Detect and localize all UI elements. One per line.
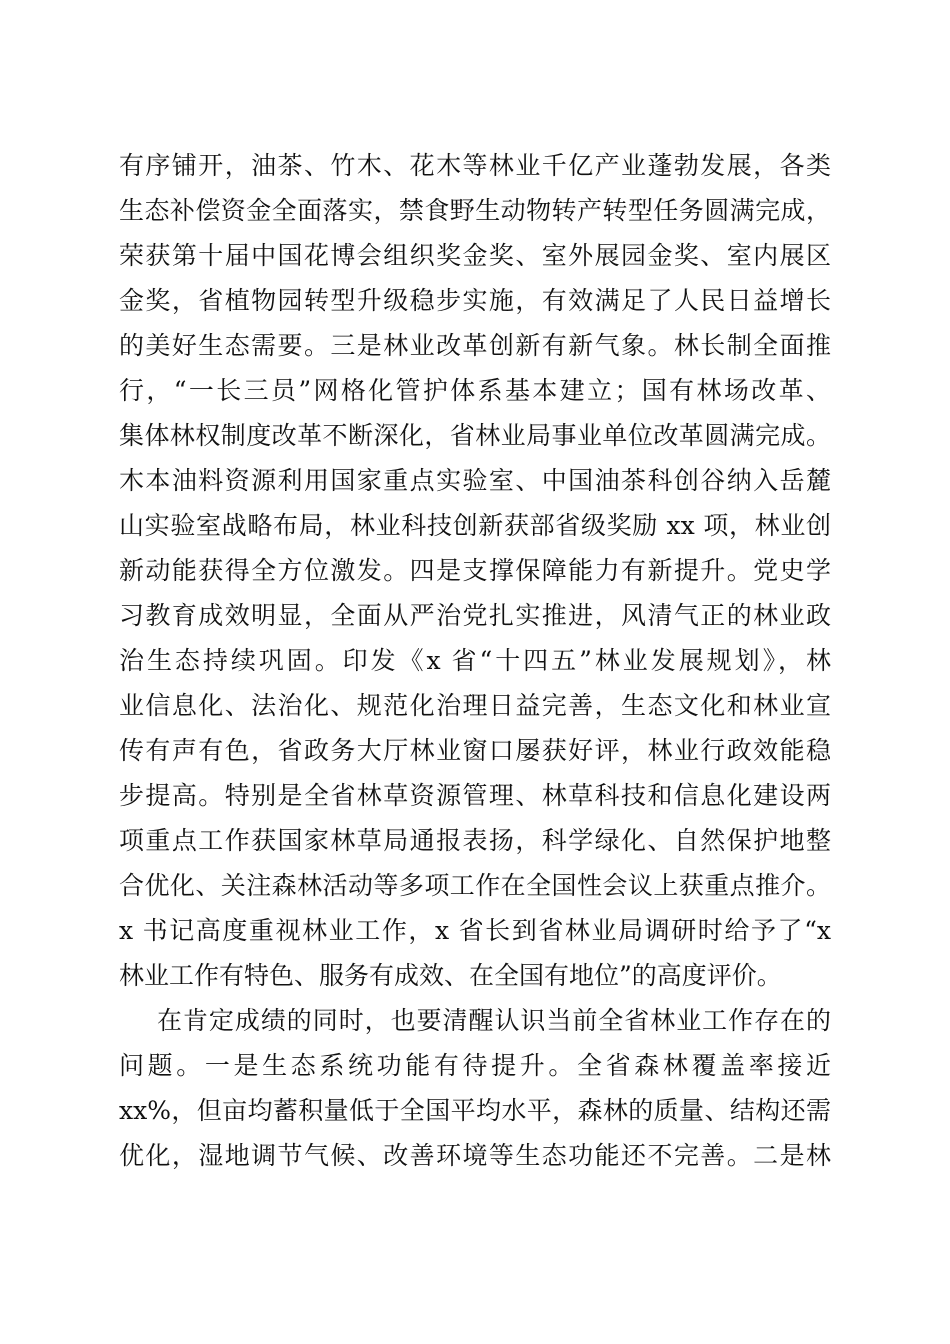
- text-line: 行，“一长三员”网格化管护体系基本建立；国有林场改革、: [119, 376, 831, 405]
- text-line: xx%，但亩均蓄积量低于全国平均水平，森林的质量、结构还需: [119, 1096, 831, 1125]
- text-line: 的美好生态需要。三是林业改革创新有新气象。林长制全面推: [119, 331, 831, 360]
- text-line: 生态补偿资金全面落实，禁食野生动物转产转型任务圆满完成，: [119, 196, 831, 225]
- text-line: 有序铺开，油茶、竹木、花木等林业千亿产业蓬勃发展，各类: [119, 151, 831, 180]
- text-line: 新动能获得全方位激发。四是支撑保障能力有新提升。党史学: [119, 556, 831, 585]
- text-line: 步提高。特别是全省林草资源管理、林草科技和信息化建设两: [119, 781, 831, 810]
- text-line: 合优化、关注森林活动等多项工作在全国性会议上获重点推介。: [119, 871, 831, 900]
- text-line: 山实验室战略布局，林业科技创新获部省级奖励 xx 项，林业创: [119, 511, 831, 540]
- text-line: 业信息化、法治化、规范化治理日益完善，生态文化和林业宣: [119, 691, 831, 720]
- text-line: 优化，湿地调节气候、改善环境等生态功能还不完善。二是林: [119, 1141, 831, 1170]
- text-line: 荣获第十届中国花博会组织奖金奖、室外展园金奖、室内展区: [119, 241, 831, 270]
- text-line: 问题。一是生态系统功能有待提升。全省森林覆盖率接近: [119, 1051, 831, 1080]
- body-text: [119, 143, 831, 1178]
- text-line: 木本油料资源利用国家重点实验室、中国油茶科创谷纳入岳麓: [119, 466, 831, 495]
- paragraph-first-line: 在肯定成绩的同时，也要清醒认识当前全省林业工作存在的: [157, 1006, 831, 1035]
- text-line: 金奖，省植物园转型升级稳步实施，有效满足了人民日益增长: [119, 286, 831, 315]
- text-line: 集体林权制度改革不断深化，省林业局事业单位改革圆满完成。: [119, 421, 831, 450]
- text-line: 习教育成效明显，全面从严治党扎实推进，风清气正的林业政: [119, 601, 831, 630]
- text-line: 项重点工作获国家林草局通报表扬，科学绿化、自然保护地整: [119, 826, 831, 855]
- text-line: 林业工作有特色、服务有成效、在全国有地位”的高度评价。: [119, 961, 782, 990]
- text-line: 治生态持续巩固。印发《x 省“十四五”林业发展规划》，林: [119, 646, 831, 675]
- text-line: 传有声有色，省政务大厅林业窗口屡获好评，林业行政效能稳: [119, 736, 831, 765]
- text-line: x 书记高度重视林业工作，x 省长到省林业局调研时给予了“x: [119, 916, 831, 945]
